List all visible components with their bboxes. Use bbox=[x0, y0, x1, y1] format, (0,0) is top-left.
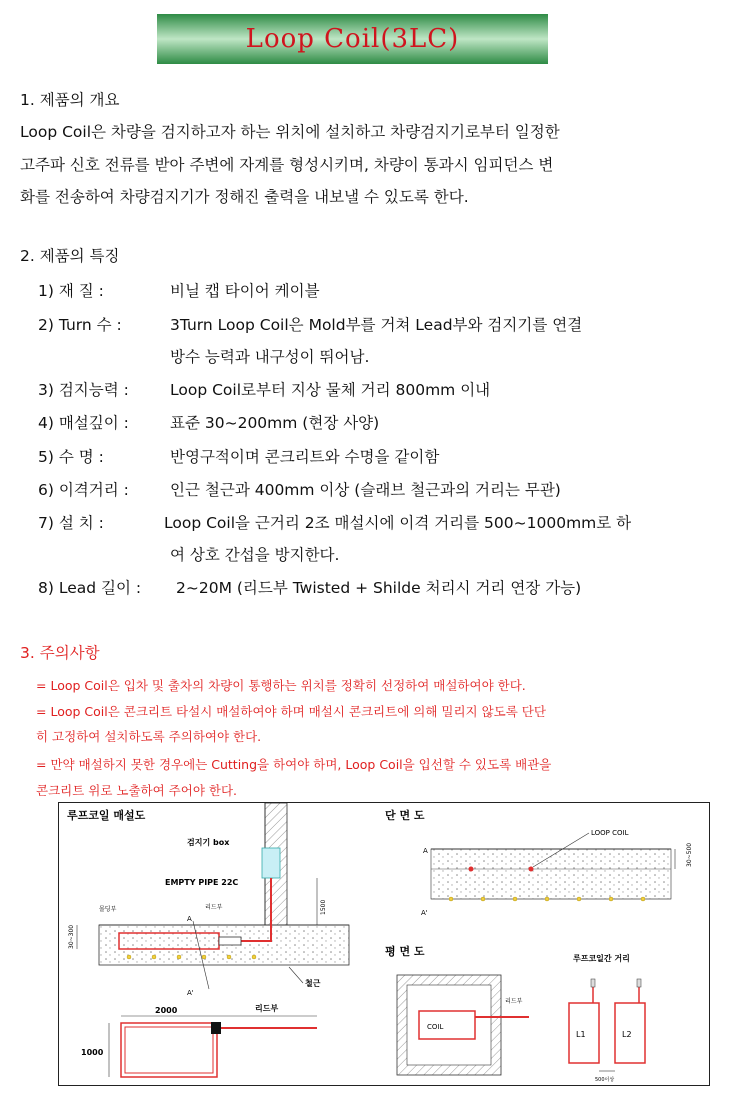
section3-heading: 3. 주의사항 bbox=[20, 644, 100, 662]
plan-lead-label: 리드부 bbox=[505, 998, 523, 1005]
plan-loop-coil bbox=[121, 1023, 217, 1077]
dim-2000: 2000 bbox=[155, 1006, 178, 1015]
section1-line-3: 화를 전송하여 차량검지기가 정해진 출력을 내보낼 수 있도록 한다. bbox=[20, 188, 469, 206]
feature-text-6: 인근 철근과 400mm 이상 (슬래브 철근과의 거리는 무관) bbox=[170, 481, 561, 499]
note-3: = 만약 매설하지 못한 경우에는 Cutting을 하여야 하며, Loop Coil을 입선할 수 있도록 배관을 bbox=[36, 757, 552, 772]
feature-label-6: 6) 이격거리 : bbox=[38, 481, 129, 499]
feature-text-2: 3Turn Loop Coil은 Mold부를 거쳐 Lead부와 검지기를 연결 bbox=[170, 316, 583, 334]
dim-30-500: 30~500 bbox=[686, 842, 693, 867]
mold-label: 몰딩부 bbox=[99, 906, 117, 913]
rebar-label: 철근 bbox=[305, 979, 321, 988]
dim-30-300: 30~300 bbox=[68, 924, 75, 949]
lead-label-top: 리드부 bbox=[205, 904, 223, 911]
page-title: Loop Coil(3LC) bbox=[245, 24, 460, 54]
note-2-cont: 히 고정하여 설치하도록 주의하여야 한다. bbox=[36, 729, 262, 744]
note-3-cont: 콘크리트 위로 노출하여 주어야 한다. bbox=[36, 783, 237, 798]
section-a2-left: A' bbox=[187, 989, 194, 997]
feature-text-5: 반영구적이며 콘크리트와 수명을 같이함 bbox=[170, 448, 440, 466]
feature-label-5: 5) 수 명 : bbox=[38, 448, 104, 466]
feature-cont-2: 방수 능력과 내구성이 뛰어남. bbox=[170, 348, 370, 366]
feature-text-3: Loop Coil로부터 지상 물체 거리 800mm 이내 bbox=[170, 381, 491, 399]
section-title: 단 면 도 bbox=[385, 809, 425, 822]
loop-coil-label: LOOP COIL bbox=[591, 829, 629, 837]
feature-text-8: 2~20M (리드부 Twisted + Shilde 처리시 거리 연장 가능) bbox=[176, 579, 582, 597]
l2-label: L2 bbox=[622, 1030, 632, 1039]
coil-label: COIL bbox=[427, 1023, 444, 1031]
feature-label-7: 7) 설 치 : bbox=[38, 514, 104, 532]
detector-box bbox=[262, 848, 280, 878]
plan-mold bbox=[211, 1022, 221, 1034]
feature-label-2: 2) Turn 수 : bbox=[38, 316, 122, 334]
empty-pipe-label: EMPTY PIPE 22C bbox=[165, 878, 239, 887]
detector-box-label: 검지기 box bbox=[187, 838, 230, 847]
note-1: = Loop Coil은 입차 및 출차의 차량이 통행하는 위치를 정확히 선정하여 매설하여야 한다. bbox=[36, 678, 526, 693]
feature-label-8: 8) Lead 길이 : bbox=[38, 579, 142, 597]
feature-label-4: 4) 매설깊이 : bbox=[38, 414, 129, 432]
gap-title: 루프코일간 거리 bbox=[573, 954, 630, 963]
dim-1500: 1500 bbox=[320, 899, 327, 915]
coil-point-2 bbox=[529, 867, 534, 872]
feature-label-3: 3) 검지능력 : bbox=[38, 381, 129, 399]
diagram-drawing bbox=[59, 803, 710, 1086]
left-title: 루프코일 매설도 bbox=[67, 809, 146, 822]
section-a: A bbox=[423, 847, 428, 855]
title-banner bbox=[157, 14, 548, 64]
lead-label-bottom: 리드부 bbox=[255, 1004, 279, 1013]
dim-500: 500이상 bbox=[595, 1077, 615, 1083]
section1-line-1: Loop Coil은 차량을 검지하고자 하는 위치에 설치하고 차량검지기로부터 일정한 bbox=[20, 123, 560, 141]
feature-cont-7: 여 상호 간섭을 방지한다. bbox=[170, 546, 340, 564]
section1-heading: 1. 제품의 개요 bbox=[20, 91, 120, 109]
note-2: = Loop Coil은 콘크리트 타설시 매설하여야 하며 매설시 콘크리트에 의해 밀리지 않도록 단단 bbox=[36, 704, 546, 719]
section1-line-2: 고주파 신호 전류를 받아 주변에 자계를 형성시키며, 차량이 통과시 임피던스 변 bbox=[20, 156, 554, 174]
dim-1000: 1000 bbox=[81, 1048, 104, 1057]
plan-title: 평 면 도 bbox=[385, 945, 425, 958]
feature-text-7: Loop Coil을 근거리 2조 매설시에 이격 거리를 500~1000mm로 하 bbox=[164, 514, 632, 532]
section-a-left: A bbox=[187, 915, 192, 923]
mold-box bbox=[219, 937, 241, 945]
installation-diagram bbox=[58, 802, 710, 1086]
coil-point-1 bbox=[469, 867, 474, 872]
feature-text-1: 비닐 캡 타이어 케이블 bbox=[170, 282, 320, 300]
section-slab bbox=[431, 849, 671, 899]
section-a2: A' bbox=[421, 909, 428, 917]
section2-heading: 2. 제품의 특징 bbox=[20, 247, 120, 265]
l1-label: L1 bbox=[576, 1030, 586, 1039]
feature-text-4: 표준 30~200mm (현장 사양) bbox=[170, 414, 380, 432]
feature-label-1: 1) 재 질 : bbox=[38, 282, 104, 300]
